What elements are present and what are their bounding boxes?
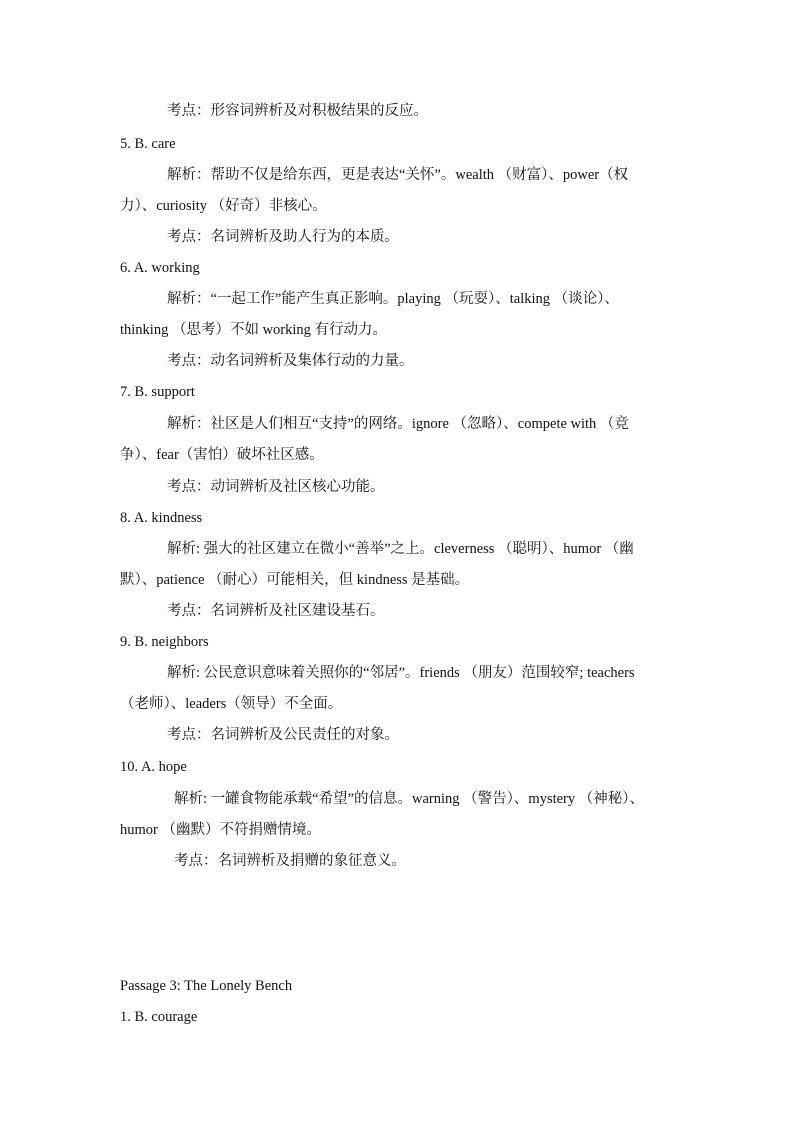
- explanation-8-line-1: 解析: 强大的社区建立在微小“善举”之上。cleverness （聪明）、humor （幽: [167, 541, 634, 557]
- explanation-6-line-2: thinking （思考）不如 working 有行动力。: [120, 322, 388, 338]
- key-point-4: 考点：形容词辨析及对积极结果的反应。: [167, 103, 428, 119]
- explanation-7-line-1: 解析：社区是人们相互“支持”的网络。ignore （忽略）、compete with （竞: [167, 416, 629, 432]
- explanation-10-line-2: humor （幽默）不符捐赠情境。: [120, 822, 321, 838]
- explanation-7-line-2: 争）、fear（害怕）破坏社区感。: [120, 447, 324, 463]
- answer-10: 10. A. hope: [120, 759, 187, 775]
- answer-passage3-1: 1. B. courage: [120, 1009, 198, 1025]
- explanation-8-line-2: 默）、patience （耐心）可能相关，但 kindness 是基础。: [120, 572, 470, 588]
- explanation-5-line-1: 解析：帮助不仅是给东西，更是表达“关怀”。wealth （财富）、power（权: [167, 167, 629, 183]
- explanation-9-line-1: 解析: 公民意识意味着关照你的“邻居”。friends （朋友）范围较窄; teachers: [167, 665, 635, 681]
- key-point-8: 考点：名词辨析及社区建设基石。: [167, 603, 385, 619]
- key-point-10: 考点：名词辨析及捐赠的象征意义。: [174, 853, 406, 869]
- answer-7: 7. B. support: [120, 384, 195, 400]
- answer-5: 5. B. care: [120, 136, 176, 152]
- key-point-9: 考点：名词辨析及公民责任的对象。: [167, 727, 399, 743]
- key-point-6: 考点：动名词辨析及集体行动的力量。: [167, 353, 414, 369]
- answer-9: 9. B. neighbors: [120, 634, 209, 650]
- explanation-10-line-1: 解析: 一罐食物能承载“希望”的信息。warning （警告）、mystery （神秘）、: [174, 791, 645, 807]
- answer-6: 6. A. working: [120, 260, 200, 276]
- key-point-7: 考点：动词辨析及社区核心功能。: [167, 479, 385, 495]
- explanation-5-line-2: 力）、curiosity （好奇）非核心。: [120, 198, 327, 214]
- key-point-5: 考点：名词辨析及助人行为的本质。: [167, 229, 399, 245]
- answer-8: 8. A. kindness: [120, 510, 203, 526]
- explanation-9-line-2: （老师）、leaders（领导）不全面。: [120, 696, 343, 712]
- passage-heading: Passage 3: The Lonely Bench: [120, 978, 293, 994]
- explanation-6-line-1: 解析：“一起工作”能产生真正影响。playing （玩耍）、talking （谈论）、: [167, 291, 619, 307]
